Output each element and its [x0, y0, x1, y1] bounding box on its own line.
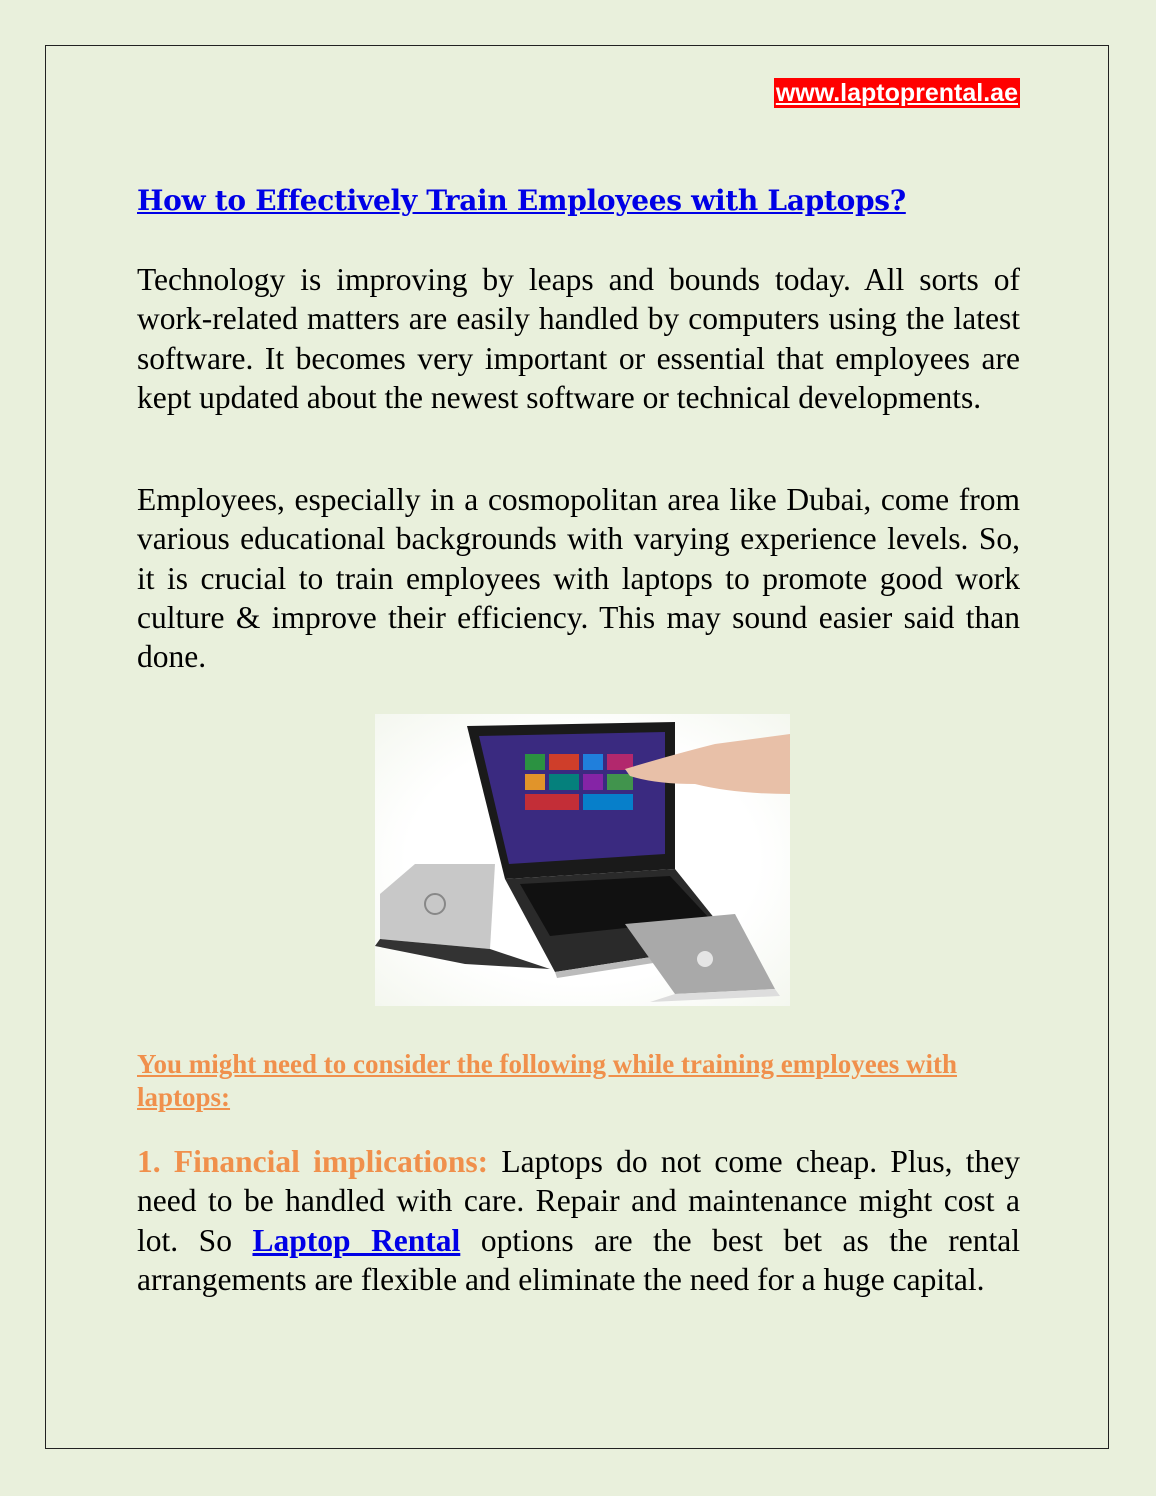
point-text-before: Laptops do not come cheap. Plus, they need to be handled with care. Repair and maintenance might cost a lot. So [137, 1144, 1020, 1258]
laptop-rental-link[interactable]: Laptop Rental [252, 1222, 461, 1258]
page-title[interactable]: How to Effectively Train Employees with Laptops? [137, 184, 906, 217]
laptops-image [375, 714, 790, 1006]
intro-paragraph: Technology is improving by leaps and bounds today. All sorts of work-related matters are easily handled by computers using the latest software. It becomes very important or essential that employees are kept updated about the newest software or technical developments. [137, 262, 1020, 415]
point-text-after: options are the best bet as the rental arrangements are flexible and eliminate the need for a huge capital. [137, 1222, 1020, 1297]
employees-paragraph: Employees, especially in a cosmopolitan area like Dubai, come from various educational backgrounds with varying experience levels. So, it is crucial to train employees with laptops to promote good work culture & improve their efficiency. This may sound easier said than done. [137, 482, 1020, 675]
considerations-subheading: You might need to consider the following while training employees with laptops: [137, 1049, 958, 1112]
point-financial-implications [137, 1142, 1020, 1299]
website-link[interactable]: www.laptoprental.ae [775, 79, 1018, 107]
point-heading: 1. Financial implications: [137, 1144, 489, 1179]
